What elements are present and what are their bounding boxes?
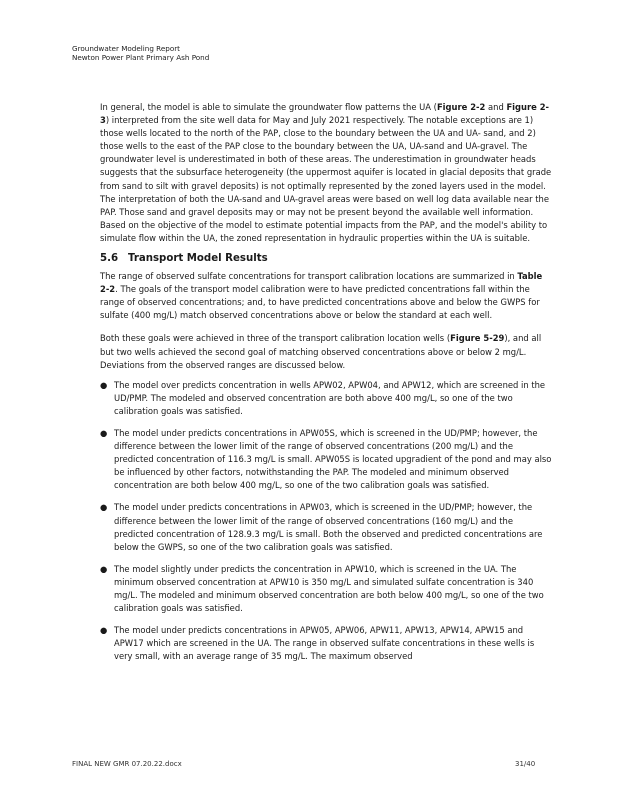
- figure-reference: Figure 2-3: [100, 102, 550, 126]
- header-site-name: Newton Power Plant Primary Ash Pond: [72, 53, 210, 62]
- paragraph-calibration-goals: [100, 270, 552, 322]
- bullet-icon: ●: [100, 502, 108, 513]
- list-item: [100, 427, 552, 492]
- table-reference: Table 2-2: [100, 271, 543, 295]
- bullet-icon: ●: [100, 625, 108, 636]
- section-heading: [100, 252, 552, 266]
- bullet-icon: ●: [100, 379, 108, 390]
- section-title: Transport Model Results: [128, 253, 268, 265]
- list-item: [100, 563, 552, 615]
- page-header: [72, 44, 209, 62]
- deviation-list: [100, 379, 552, 664]
- bullet-icon: ●: [100, 563, 108, 574]
- bullet-icon: ●: [100, 427, 108, 438]
- figure-reference: Figure 5-29: [450, 333, 505, 344]
- text-run: ) interpreted from the site well data for May and July 2021 respectively. The notable exceptions are 1) those wells located to the north of the PAP, close to the boundary between the UA and UA- sand, and 2) those wells to the east of the PAP close to the boundary between the UA, UA-sand and UA-gravel. The groundwater level is underestimated in both of these areas. The underestimation in groundwater heads suggests that the subsurface heterogeneity (the uppermost aquifer is located in glacial deposits that grade from sand to silt with gravel deposits) is not optimally represented by the zoned layers used in the model. The interpretation of both the UA-sand and UA-gravel areas were based on well log data available near the PAP. Those sand and gravel deposits may or may not be present beyond the available well information. Based on the objective of the model to estimate potential impacts from the PAP, and the model's ability to simulate flow within the UA, the zoned representation in hydraulic properties within the UA is suitable.: [100, 115, 552, 243]
- text-run: . The goals of the transport model calibration were to have predicted concentrations fall within the range of observed concentrations; and, to have predicted concentrations above and below the GWPS for sulfate (400 mg/L) match observed concentrations above or below the standard at each well.: [100, 284, 540, 321]
- list-item-text: The model under predicts concentrations in APW05S, which is screened in the UD/PMP; however, the difference between the lower limit of the range of observed concentrations (200 mg/L) and the predicted concentration of 116.3 mg/L is small. APW05S is located upgradient of the pond and may also be influenced by other factors, notwithstanding the PAP. The modeled and minimum observed concentration are both below 400 mg/L, so one of the two calibration goals was satisfied.: [114, 427, 552, 491]
- paragraph-flow-patterns: [100, 101, 552, 245]
- list-item-text: The model under predicts concentrations in APW05, APW06, APW11, APW13, APW14, APW15 and APW17 which are screened in the UA. The range in observed sulfate concentrations in these wells is very small, with an average range of 35 mg/L. The maximum observed: [114, 625, 535, 662]
- section-number: 5.6: [100, 253, 119, 265]
- footer-page-number: 31/40: [515, 760, 536, 768]
- footer-filename: FINAL NEW GMR 07.20.22.docx: [72, 760, 182, 768]
- list-item-text: The model slightly under predicts the concentration in APW10, which is screened in the UA. The minimum observed concentration at APW10 is 350 mg/L and simulated sulfate concentration is 340 mg/L. The modeled and minimum observed concentration are both below 400 mg/L, so one of the two calibration goals was satisfied.: [114, 563, 544, 614]
- document-body: [100, 101, 552, 672]
- list-item: [100, 501, 552, 553]
- header-report-title: Groundwater Modeling Report: [72, 44, 181, 53]
- text-run: and: [485, 102, 507, 112]
- list-item: [100, 379, 552, 418]
- text-run: In general, the model is able to simulate the groundwater flow patterns the UA (: [100, 102, 437, 112]
- figure-reference: Figure 2-2: [436, 102, 486, 112]
- text-run: The range of observed sulfate concentrations for transport calibration locations are summarized in: [100, 271, 518, 282]
- list-item: [100, 624, 552, 663]
- text-run: ), and all but two wells achieved the second goal of matching observed concentrations above or below 2 mg/L. Deviations from the observed ranges are discussed below.: [100, 333, 542, 370]
- list-item-text: The model over predicts concentration in wells APW02, APW04, and APW12, which are screened in the UD/PMP. The modeled and observed concentration are both above 400 mg/L, so one of the two calibration goals was satisfied.: [114, 379, 546, 416]
- paragraph-goals-achieved: [100, 332, 552, 371]
- list-item-text: The model under predicts concentrations in APW03, which is screened in the UD/PMP; however, the difference between the lower limit of the range of observed concentrations (160 mg/L) and the predicted concentration of 128.9.3 mg/L is small. Both the observed and predicted concentrations are below the GWPS, so one of the two calibration goals was satisfied.: [114, 502, 543, 552]
- text-run: Both these goals were achieved in three of the transport calibration location wells (: [100, 333, 451, 344]
